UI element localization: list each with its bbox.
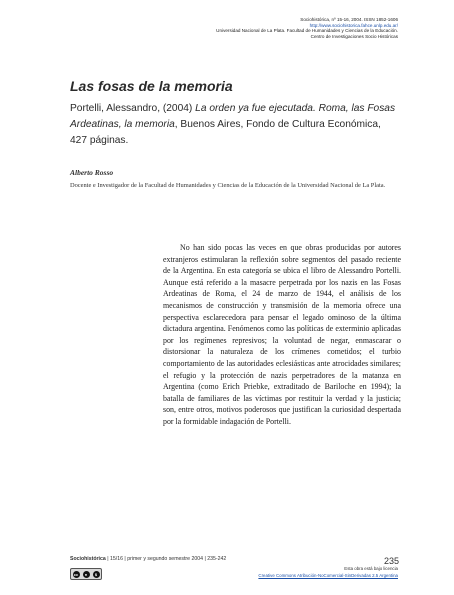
creative-commons-badge[interactable]	[70, 568, 102, 580]
footer-journal-name: Sociohistórica	[70, 556, 106, 562]
nc-icon: $	[93, 571, 100, 578]
page-number: 235	[383, 556, 399, 566]
reference-work-title: La orden ya fue ejecutada. Roma, las Fosas Ardeatinas, la memoria	[70, 103, 396, 130]
review-author: Alberto Rosso	[70, 168, 114, 177]
header-citation: Sociohistórica, nº 15-16, 2004. ISSN 1852-1606	[300, 17, 398, 22]
cc-icon: cc	[73, 571, 79, 577]
header-center: Centro de Investigaciones Socio Históricas	[310, 33, 398, 39]
journal-header	[68, 17, 398, 39]
article-title: Las fosas de la memoria	[70, 78, 233, 94]
footer-journal-info	[70, 556, 226, 562]
license-text: Esta obra está bajo licencia	[344, 566, 398, 571]
book-reference	[70, 101, 400, 149]
header-url-link[interactable]: http://www.sociohistorica.fahce.unlp.edu.ar/	[309, 22, 398, 28]
author-affiliation: Docente e Investigador de la Facultad de Humanidades y Ciencias de la Educación de la Universidad Nacional de La Plata.	[70, 182, 386, 189]
footer-issue: | 15/16 | primer y segundo semestre 2004 | 235-242	[105, 556, 227, 562]
by-icon: ●	[83, 571, 90, 578]
reference-publisher: , Buenos Aires, Fondo de Cultura Económica, 427 páginas.	[70, 119, 381, 146]
reference-author-year: Portelli, Alessandro, (2004)	[70, 103, 196, 114]
body-paragraph: No han sido pocas las veces en que obras producidas por autores extranjeros estimularan la reflexión sobre segmentos del pasado reciente de la Argentina. En esta categoría se ubica el libro de Alessandro Portelli. Aunque está referido a la masacre perpetrada por los nazis en las Fosas Ardeatinas de Roma, el 24 de marzo de 1944, el análisis de los mecanismos de construcción y transmisión de la memoria ofrece una perspectiva esclarecedora para pensar el legado ominoso de la última dictadura argentina. Fenómenos como las políticas de exterminio aplicadas por los regímenes represivos; la voluntad de negar, enmascarar o distorsionar la naturaleza de los crímenes cometidos; el turbio comportamiento de las autoridades eclesiásticas ante atrocidades similares; el refugio y la protección de nazis perpetradores de la matanza en Argentina (como Erich Priebke, extraditado de Bariloche en 1994); la batalla de familiares de las víctimas por restituir la verdad y la justicia; son, entre otros, motivos poderosos que justifican la curiosidad despertada por la formidable indagación de Portelli.	[163, 243, 401, 426]
header-institution: Universidad Nacional de La Plata. Facultad de Humanidades y Ciencias de la Educación.	[216, 28, 398, 34]
license-link[interactable]: Creative Commons Atribución-NoComercial-SinDerivadas 2.5 Argentina	[258, 573, 398, 578]
